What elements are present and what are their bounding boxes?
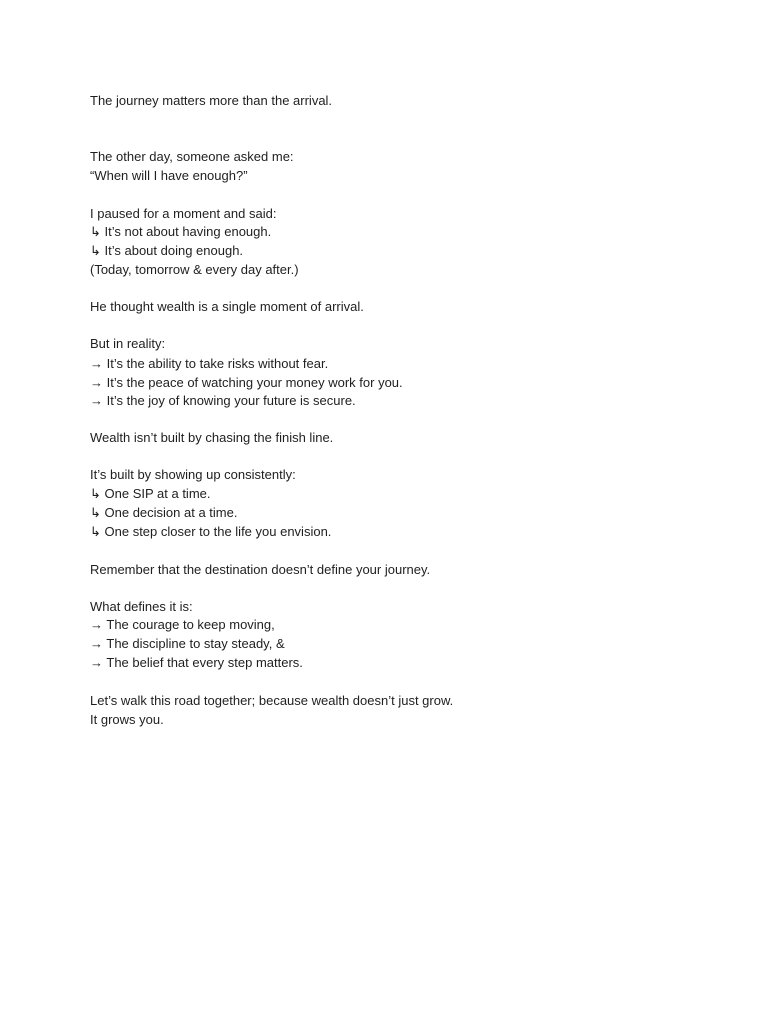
text-line: I paused for a moment and said: (90, 206, 277, 221)
text-line: ↳ One decision at a time. (90, 505, 238, 520)
text-line: But in reality: (90, 336, 166, 351)
text-line: → It’s the joy of knowing your future is secure. (90, 393, 356, 408)
text-line: → It’s the ability to take risks without fear. (90, 356, 329, 371)
document-title-line: The journey matters more than the arrival. (90, 93, 333, 108)
text-line: Remember that the destination doesn’t define your journey. (90, 562, 431, 577)
text-line: It’s built by showing up consistently: (90, 467, 296, 482)
text-line: ↳ One SIP at a time. (90, 486, 211, 501)
text-line: ↳ One step closer to the life you envision. (90, 524, 332, 539)
text-line: The other day, someone asked me: (90, 149, 294, 164)
text-line: → The belief that every step matters. (90, 655, 303, 670)
text-line: What defines it is: (90, 599, 193, 614)
text-line: → It’s the peace of watching your money work for you. (90, 375, 403, 390)
text-line: ↳ It’s about doing enough. (90, 243, 244, 258)
text-line: ↳ It’s not about having enough. (90, 224, 272, 239)
text-line: He thought wealth is a single moment of arrival. (90, 299, 364, 314)
text-line: “When will I have enough?” (90, 168, 248, 183)
text-line: Let’s walk this road together; because wealth doesn’t just grow. (90, 693, 454, 708)
text-line: → The courage to keep moving, (90, 617, 275, 632)
text-line: It grows you. (90, 712, 164, 727)
text-line: (Today, tomorrow & every day after.) (90, 262, 299, 277)
text-line: → The discipline to stay steady, & (90, 636, 285, 651)
text-line: Wealth isn’t built by chasing the finish line. (90, 430, 334, 445)
